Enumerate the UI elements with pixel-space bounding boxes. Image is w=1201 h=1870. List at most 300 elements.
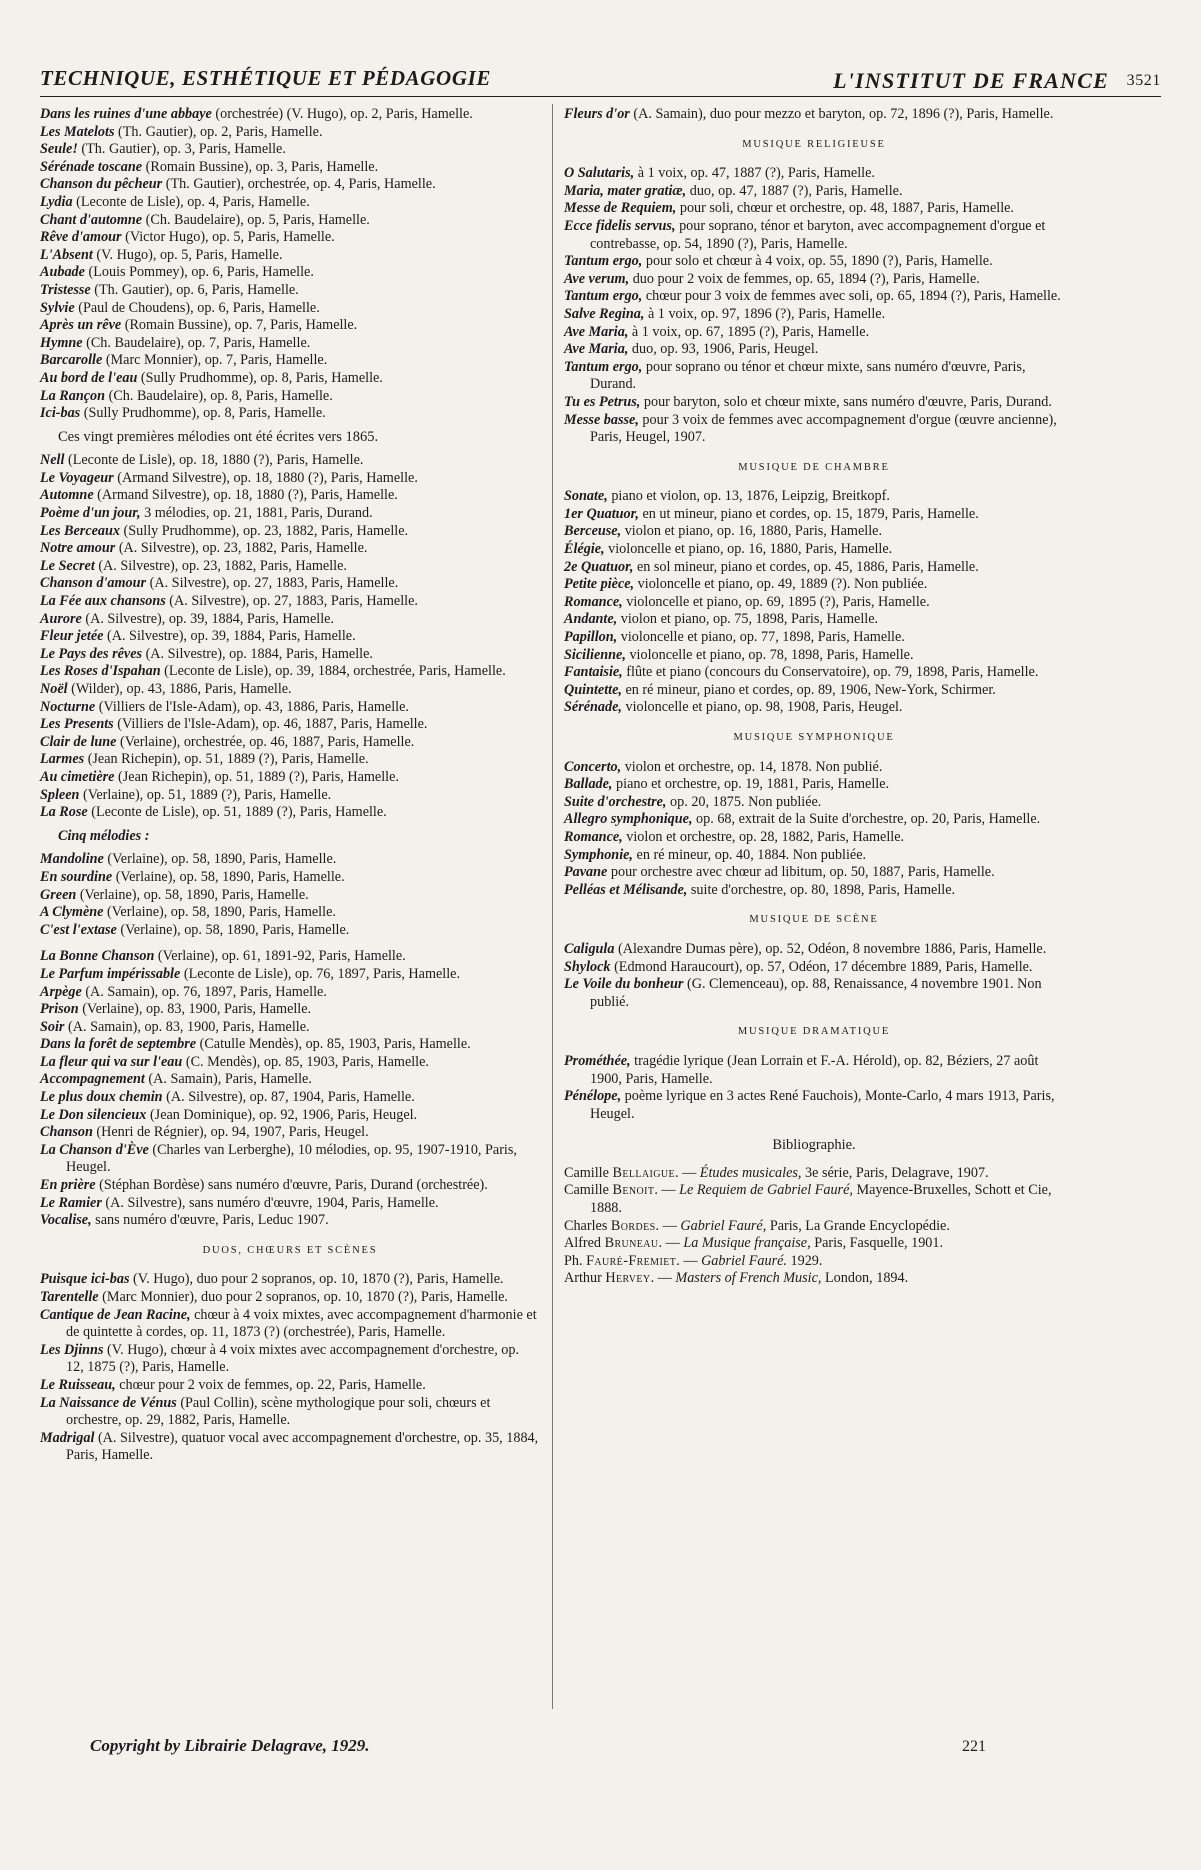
work-title: Clair de lune xyxy=(40,733,117,750)
work-title: Sonate, xyxy=(564,488,608,505)
work-title: En prière xyxy=(40,1177,96,1194)
work-title: Puisque ici-bas xyxy=(40,1271,130,1288)
author-first-name: Camille xyxy=(564,1164,613,1181)
work-details: (Armand Silvestre), op. 18, 1880 (?), Paris, Hamelle. xyxy=(93,487,398,504)
work-entry xyxy=(564,699,1064,717)
work-title: Les Matelots xyxy=(40,123,115,140)
work-details: à 1 voix, op. 47, 1887 (?), Paris, Hamelle. xyxy=(634,165,875,182)
work-entry xyxy=(40,663,540,681)
work-details: (Henri de Régnier), op. 94, 1907, Paris, Heugel. xyxy=(92,1124,369,1141)
work-entry xyxy=(564,341,1064,359)
work-details: (Leconte de Lisle), op. 4, Paris, Hamelle. xyxy=(72,193,310,210)
work-entry xyxy=(40,1036,540,1054)
work-entry xyxy=(564,611,1064,629)
work-details: violoncelle et piano, op. 78, 1898, Paris, Hamelle. xyxy=(625,646,914,663)
work-details: (A. Samain), op. 76, 1897, Paris, Hamelle. xyxy=(81,983,327,1000)
work-title: O Salutaris, xyxy=(564,165,635,182)
work-details: (Alexandre Dumas père), op. 52, Odéon, 8 novembre 1886, Paris, Hamelle. xyxy=(614,940,1047,957)
work-title: Le plus doux chemin xyxy=(40,1089,163,1106)
work-entry xyxy=(40,1019,540,1037)
work-entry xyxy=(564,647,1064,665)
work-title: Le Voyageur xyxy=(40,469,114,486)
header-right-title: L'INSTITUT DE FRANCE xyxy=(833,68,1109,93)
work-entry xyxy=(40,176,540,194)
work-entry xyxy=(40,452,540,470)
publication-details: 3e série, Paris, Delagrave, 1907. xyxy=(801,1164,989,1181)
work-title: Ballade, xyxy=(564,776,613,793)
publication-details: 1929. xyxy=(786,1252,823,1269)
author-last-name: Fauré-Fremiet xyxy=(586,1252,677,1269)
work-title: Sérénade, xyxy=(564,699,622,716)
work-entry xyxy=(40,1395,540,1430)
work-entry xyxy=(564,288,1064,306)
work-entry xyxy=(564,523,1064,541)
work-details: chœur pour 2 voix de femmes, op. 22, Paris, Hamelle. xyxy=(115,1376,426,1393)
work-details: (A. Silvestre), op. 39, 1884, Paris, Hamelle. xyxy=(81,610,334,627)
author-first-name: Charles xyxy=(564,1217,611,1234)
section-heading-symphonique: MUSIQUE SYMPHONIQUE xyxy=(733,732,895,743)
bibliographie-heading: Bibliographie. xyxy=(772,1137,856,1154)
work-entry xyxy=(40,229,540,247)
work-details: (G. Clemenceau), op. 88, Renaissance, 4 novembre 1901. Non publié. xyxy=(590,976,1042,1010)
work-entry xyxy=(40,804,540,822)
work-details: (Ch. Baudelaire), op. 8, Paris, Hamelle. xyxy=(105,387,333,404)
work-details: (Verlaine), op. 51, 1889 (?), Paris, Hamelle. xyxy=(79,786,332,803)
work-details: (A. Silvestre), op. 1884, Paris, Hamelle. xyxy=(142,645,373,662)
work-title: Les Djinns xyxy=(40,1341,104,1358)
work-title: Salve Regina, xyxy=(564,305,645,322)
work-title: Automne xyxy=(40,487,94,504)
work-details: (Victor Hugo), op. 5, Paris, Hamelle. xyxy=(121,229,335,246)
work-details: sans numéro d'œuvre, Paris, Leduc 1907. xyxy=(91,1212,329,1229)
work-title: Hymne xyxy=(40,334,83,351)
work-entry xyxy=(40,1054,540,1072)
work-details: chœur à 4 voix mixtes, avec accompagnement d'harmonie et de quintette à cordes, op. 11, 1873 (?) (orchestrée), Paris, Hamelle. xyxy=(66,1306,537,1341)
work-details: (A. Silvestre), op. 27, 1883, Paris, Hamelle. xyxy=(165,593,418,610)
work-details: violoncelle et piano, op. 69, 1895 (?), Paris, Hamelle. xyxy=(622,593,930,610)
separator: . — xyxy=(658,1235,684,1252)
section-heading-dramatique: MUSIQUE DRAMATIQUE xyxy=(737,1026,891,1038)
work-entry xyxy=(40,558,540,576)
work-details: violon et orchestre, op. 28, 1882, Paris, Hamelle. xyxy=(622,828,905,845)
header-page-number: 3521 xyxy=(1126,72,1161,89)
work-title: Concerto, xyxy=(564,758,622,775)
work-details: violoncelle et piano, op. 77, 1898, Paris, Hamelle. xyxy=(617,629,905,646)
work-details: (Leconte de Lisle), op. 39, 1884, orchestrée, Paris, Hamelle. xyxy=(160,663,506,680)
work-details: (A. Samain), Paris, Hamelle. xyxy=(144,1071,312,1088)
work-entry xyxy=(40,966,540,984)
work-details: pour soprano ou ténor et chœur mixte, sans numéro d'œuvre, Paris, Durand. xyxy=(590,358,1026,393)
work-title: Spleen xyxy=(40,786,80,803)
work-entry xyxy=(40,317,540,335)
work-entry xyxy=(40,370,540,388)
work-entry xyxy=(40,1124,540,1142)
work-title: Le Ramier xyxy=(40,1194,102,1211)
copyright-notice: Copyright by Librairie Delagrave, 1929. xyxy=(90,1736,370,1755)
work-entry xyxy=(40,405,540,423)
work-entry xyxy=(40,1195,540,1213)
work-details: (Sully Prudhomme), op. 8, Paris, Hamelle. xyxy=(80,405,326,422)
work-entry xyxy=(40,487,540,505)
work-details: (Sully Prudhomme), op. 8, Paris, Hamelle. xyxy=(137,369,383,386)
work-entry xyxy=(40,887,540,905)
work-title: La Musique française, xyxy=(683,1235,811,1252)
work-entry xyxy=(40,470,540,488)
work-details: en sol mineur, piano et cordes, op. 45, 1886, Paris, Hamelle. xyxy=(633,558,979,575)
work-entry xyxy=(40,904,540,922)
work-title: Au bord de l'eau xyxy=(40,369,138,386)
author-first-name: Arthur xyxy=(564,1270,606,1287)
work-details: (A. Silvestre), op. 27, 1883, Paris, Hamelle. xyxy=(146,575,399,592)
bibliography-entry xyxy=(564,1270,1064,1288)
work-entry xyxy=(564,682,1064,700)
work-entry xyxy=(564,847,1064,865)
work-title: Larmes xyxy=(40,751,85,768)
footer-page-number: 221 xyxy=(962,1738,986,1755)
work-title: Les Roses d'Ispahan xyxy=(40,663,161,680)
work-title: 1er Quatuor, xyxy=(564,505,639,522)
work-title: Aurore xyxy=(40,610,82,627)
work-entry xyxy=(40,282,540,300)
work-details: suite d'orchestre, op. 80, 1898, Paris, Hamelle. xyxy=(687,881,956,898)
work-entry xyxy=(564,218,1064,253)
work-title: La Bonne Chanson xyxy=(40,948,155,965)
work-details: violoncelle et piano, op. 98, 1908, Paris, Heugel. xyxy=(621,699,903,716)
work-details: (Paul Collin), scène mythologique pour soli, chœurs et orchestre, op. 29, 1882, Paris, Hamelle. xyxy=(66,1394,491,1429)
separator: . — xyxy=(655,1217,681,1234)
work-entry xyxy=(40,1107,540,1125)
column-divider xyxy=(552,104,553,1709)
work-entry xyxy=(40,1342,540,1377)
work-details: (A. Silvestre), op. 87, 1904, Paris, Hamelle. xyxy=(162,1089,415,1106)
work-details: (Stéphan Bordèse) sans numéro d'œuvre, Paris, Durand (orchestrée). xyxy=(95,1177,488,1194)
work-details: (Th. Gautier), orchestrée, op. 4, Paris, Hamelle. xyxy=(162,176,436,193)
author-last-name: Hervey xyxy=(605,1270,651,1287)
work-entry xyxy=(40,1289,540,1307)
work-entry xyxy=(40,1142,540,1177)
work-entry xyxy=(564,324,1064,342)
work-entry xyxy=(40,159,540,177)
work-title: Prométhée, xyxy=(564,1052,631,1069)
work-details: pour solo et chœur à 4 voix, op. 55, 1890 (?), Paris, Hamelle. xyxy=(642,253,993,270)
work-details: piano et violon, op. 13, 1876, Leipzig, Breitkopf. xyxy=(607,488,890,505)
work-title: Madrigal xyxy=(40,1429,95,1446)
work-title: Au cimetière xyxy=(40,768,115,785)
work-title: Gabriel Fauré. xyxy=(701,1252,787,1269)
work-title: Gabriel Fauré, xyxy=(680,1217,767,1234)
work-details: en ré mineur, op. 40, 1884. Non publiée. xyxy=(632,846,867,863)
work-entry xyxy=(564,941,1064,959)
work-entry xyxy=(564,488,1064,506)
work-entry xyxy=(40,247,540,265)
work-title: Arpège xyxy=(40,983,82,1000)
entries-group-symphonique xyxy=(564,759,1064,900)
work-details: (Romain Bussine), op. 3, Paris, Hamelle. xyxy=(142,158,379,175)
work-title: Chanson d'amour xyxy=(40,575,147,592)
work-details: violoncelle et piano, op. 16, 1880, Paris, Hamelle. xyxy=(604,541,893,558)
work-details: (Leconte de Lisle), op. 51, 1889 (?), Paris, Hamelle. xyxy=(87,804,387,821)
work-title: Dans la forêt de septembre xyxy=(40,1036,197,1053)
author-last-name: Benoit xyxy=(612,1182,655,1199)
work-entry xyxy=(40,1177,540,1195)
work-title: Fantaisie, xyxy=(564,664,623,681)
work-details: (Leconte de Lisle), op. 76, 1897, Paris, Hamelle. xyxy=(180,965,461,982)
work-entry xyxy=(40,922,540,940)
work-details: (Paul de Choudens), op. 6, Paris, Hamelle. xyxy=(74,299,320,316)
entries-group-d xyxy=(40,948,540,1230)
entries-group-chambre xyxy=(564,488,1064,717)
work-title: La Fée aux chansons xyxy=(40,593,166,610)
work-title: Papillon, xyxy=(564,629,618,646)
entries-group-fleurs xyxy=(564,106,1064,124)
work-title: Chanson du pêcheur xyxy=(40,176,163,193)
work-details: en ut mineur, piano et cordes, op. 15, 1879, Paris, Hamelle. xyxy=(638,505,979,522)
work-entry xyxy=(40,523,540,541)
work-title: Tarentelle xyxy=(40,1289,99,1305)
work-title: Prison xyxy=(40,1001,79,1018)
note-1865: Ces vingt premières mélodies ont été écrites vers 1865. xyxy=(58,428,379,445)
work-entry xyxy=(40,787,540,805)
work-details: (V. Hugo), chœur à 4 voix mixtes avec accompagnement d'orchestre, op. 12, 1875 (?), Paris, Hamelle. xyxy=(66,1341,520,1376)
work-title: Sérénade toscane xyxy=(40,158,143,175)
work-title: Caligula xyxy=(564,940,615,957)
entries-group-b xyxy=(40,452,540,821)
work-title: Les Berceaux xyxy=(40,522,120,539)
work-entry xyxy=(564,794,1064,812)
work-entry xyxy=(564,165,1064,183)
work-title: Les Presents xyxy=(40,716,114,733)
work-title: Pénélope, xyxy=(564,1088,622,1105)
work-entry xyxy=(40,194,540,212)
work-details: (Verlaine), orchestrée, op. 46, 1887, Paris, Hamelle. xyxy=(116,733,415,750)
work-entry xyxy=(564,271,1064,289)
work-details: (Charles van Lerberghe), 10 mélodies, op. 95, 1907-1910, Paris, Heugel. xyxy=(66,1141,517,1176)
work-details: (A. Silvestre), op. 23, 1882, Paris, Hamelle. xyxy=(115,540,368,557)
work-details: duo, op. 93, 1906, Paris, Heugel. xyxy=(628,341,819,358)
work-details: violoncelle et piano, op. 49, 1889 (?). Non publiée. xyxy=(634,576,928,593)
work-details: violon et piano, op. 16, 1880, Paris, Hamelle. xyxy=(621,523,882,540)
work-details: en ré mineur, piano et cordes, op. 89, 1906, New-York, Schirmer. xyxy=(621,681,996,698)
work-entry xyxy=(40,751,540,769)
work-entry xyxy=(564,976,1064,1011)
bibliography-entry xyxy=(564,1235,1064,1253)
work-entry xyxy=(40,769,540,787)
work-title: Allegro symphonique, xyxy=(564,811,693,828)
work-entry xyxy=(40,540,540,558)
work-title: Barcarolle xyxy=(40,352,103,369)
work-title: Quintette, xyxy=(564,681,622,698)
work-title: Green xyxy=(40,886,77,903)
work-details: flûte et piano (concours du Conservatoire), op. 79, 1898, Paris, Hamelle. xyxy=(622,664,1039,681)
work-entry xyxy=(40,1001,540,1019)
work-entry xyxy=(564,1053,1064,1088)
work-entry xyxy=(40,1071,540,1089)
work-title: Messe de Requiem, xyxy=(564,200,677,217)
work-details: (orchestrée) (V. Hugo), op. 2, Paris, Hamelle. xyxy=(211,106,473,122)
work-title: Après un rêve xyxy=(40,317,122,334)
work-entry xyxy=(564,412,1064,447)
bibliography-entry xyxy=(564,1182,1064,1217)
author-first-name: Ph. xyxy=(564,1252,587,1269)
work-entry xyxy=(564,394,1064,412)
work-details: (Th. Gautier), op. 2, Paris, Hamelle. xyxy=(114,123,323,140)
work-title: Le Parfum impérissable xyxy=(40,965,181,982)
work-entry xyxy=(40,948,540,966)
bibliography-entry xyxy=(564,1253,1064,1271)
work-title: Poème d'un jour, xyxy=(40,505,141,522)
work-title: Chanson xyxy=(40,1124,93,1141)
work-entry xyxy=(40,734,540,752)
author-last-name: Bordes xyxy=(610,1217,656,1234)
work-entry xyxy=(564,306,1064,324)
work-title: Notre amour xyxy=(40,540,116,557)
work-details: (A. Silvestre), op. 23, 1882, Paris, Hamelle. xyxy=(94,557,347,574)
work-details: à 1 voix, op. 67, 1895 (?), Paris, Hamelle. xyxy=(628,323,870,340)
work-details: (Jean Richepin), op. 51, 1889 (?), Paris, Hamelle. xyxy=(114,768,399,785)
work-details: (Sully Prudhomme), op. 23, 1882, Paris, Hamelle. xyxy=(120,522,409,539)
work-details: (Catulle Mendès), op. 85, 1903, Paris, Hamelle. xyxy=(196,1036,471,1053)
work-details: (Romain Bussine), op. 7, Paris, Hamelle. xyxy=(121,317,358,334)
publication-details: Paris, La Grande Encyclopédie. xyxy=(766,1217,950,1234)
work-title: Le Pays des rêves xyxy=(40,645,143,662)
work-title: Suite d'orchestre, xyxy=(564,793,667,810)
work-title: Élégie, xyxy=(564,541,605,558)
work-entry xyxy=(40,505,540,523)
work-title: Le Secret xyxy=(40,557,95,574)
left-column xyxy=(40,106,540,1465)
work-entry xyxy=(564,811,1064,829)
work-entry xyxy=(564,882,1064,900)
work-entry xyxy=(564,253,1064,271)
work-title: Vocalise, xyxy=(40,1212,92,1229)
work-title: L'Absent xyxy=(40,246,93,263)
work-details: (Marc Monnier), duo pour 2 sopranos, op. 10, 1870 (?), Paris, Hamelle. xyxy=(98,1289,508,1305)
work-details: (Verlaine), op. 83, 1900, Paris, Hamelle. xyxy=(78,1001,312,1018)
running-header xyxy=(40,64,1161,97)
work-title: Nell xyxy=(40,452,65,469)
work-entry xyxy=(40,1430,540,1465)
work-details: (Ch. Baudelaire), op. 5, Paris, Hamelle. xyxy=(142,211,370,228)
work-details: (A. Silvestre), quatuor vocal avec accompagnement d'orchestre, op. 35, 1884, Paris, Hamelle. xyxy=(66,1429,539,1464)
work-title: Cantique de Jean Racine, xyxy=(40,1306,191,1323)
work-title: Messe basse, xyxy=(564,411,639,428)
work-details: duo, op. 47, 1887 (?), Paris, Hamelle. xyxy=(686,182,903,199)
work-entry xyxy=(40,352,540,370)
work-details: violon et piano, op. 75, 1898, Paris, Hamelle. xyxy=(617,611,879,628)
work-title: Études musicales, xyxy=(699,1164,802,1181)
bibliography-list xyxy=(564,1165,1064,1288)
work-entry xyxy=(564,200,1064,218)
author-last-name: Bellaigue xyxy=(612,1164,675,1181)
work-entry xyxy=(40,646,540,664)
work-entry xyxy=(40,388,540,406)
section-heading-religieuse: MUSIQUE RELIGIEUSE xyxy=(742,138,886,150)
work-details: (Verlaine), op. 58, 1890, Paris, Hamelle. xyxy=(76,886,309,903)
work-details: (A. Samain), duo pour mezzo et baryton, op. 72, 1896 (?), Paris, Hamelle. xyxy=(629,106,1054,122)
work-details: (Armand Silvestre), op. 18, 1880 (?), Paris, Hamelle. xyxy=(113,469,418,486)
work-details: pour baryton, solo et chœur mixte, sans numéro d'œuvre, Paris, Durand. xyxy=(640,393,1052,410)
work-title: Fleurs d'or xyxy=(564,106,630,122)
work-entry xyxy=(40,611,540,629)
work-title: Seule! xyxy=(40,141,78,158)
work-details: (Th. Gautier), op. 3, Paris, Hamelle. xyxy=(77,141,286,158)
work-details: op. 20, 1875. Non publiée. xyxy=(666,793,822,810)
work-entry xyxy=(564,959,1064,977)
work-entry xyxy=(40,1271,540,1289)
work-title: Nocturne xyxy=(40,698,96,715)
work-entry xyxy=(40,869,540,887)
work-entry xyxy=(40,699,540,717)
section-heading-chambre: MUSIQUE DE CHAMBRE xyxy=(738,461,890,473)
work-details: (Marc Monnier), op. 7, Paris, Hamelle. xyxy=(102,352,328,369)
work-title: Tantum ergo, xyxy=(564,358,643,375)
work-entry xyxy=(40,300,540,318)
work-entry xyxy=(564,559,1064,577)
work-entry xyxy=(564,829,1064,847)
work-entry xyxy=(40,593,540,611)
work-title: Dans les ruines d'une abbaye xyxy=(40,106,212,122)
work-entry xyxy=(40,124,540,142)
entries-group-religieuse xyxy=(564,165,1064,447)
work-details: (Edmond Haraucourt), op. 57, Odéon, 17 décembre 1889, Paris, Hamelle. xyxy=(610,958,1033,975)
work-entry xyxy=(564,664,1064,682)
work-details: violon et orchestre, op. 14, 1878. Non publié. xyxy=(621,758,883,775)
work-details: (Verlaine), op. 58, 1890, Paris, Hamelle. xyxy=(103,851,337,868)
work-entry xyxy=(564,594,1064,612)
work-entry xyxy=(564,541,1064,559)
work-details: (V. Hugo), duo pour 2 sopranos, op. 10, 1870 (?), Paris, Hamelle. xyxy=(129,1271,504,1288)
work-entry xyxy=(564,506,1064,524)
work-entry xyxy=(564,759,1064,777)
work-title: Lydia xyxy=(40,193,73,210)
work-title: Shylock xyxy=(564,958,611,975)
entries-group-e xyxy=(40,1271,540,1465)
work-entry xyxy=(40,628,540,646)
work-details: pour soprano, ténor et baryton, avec accompagnement d'orgue et contrebasse, op. 54, 1890 (?), Paris, Hamelle. xyxy=(590,217,1046,252)
separator: . — xyxy=(654,1182,680,1199)
work-title: Tantum ergo, xyxy=(564,288,643,305)
work-entry xyxy=(40,984,540,1002)
work-title: Noël xyxy=(40,681,68,697)
work-title: A Clymène xyxy=(40,904,104,921)
work-title: Le Requiem de Gabriel Fauré, xyxy=(679,1182,853,1199)
work-details: (Verlaine), op. 58, 1890, Paris, Hamelle. xyxy=(112,868,345,885)
work-entry xyxy=(564,776,1064,794)
work-title: Fleur jetée xyxy=(40,628,104,645)
publication-details: Mayence-Bruxelles, Schott et Cie, 1888. xyxy=(590,1182,1052,1217)
publication-details: London, 1894. xyxy=(821,1270,909,1287)
right-column xyxy=(564,106,1064,1288)
separator: . — xyxy=(676,1252,702,1269)
work-title: Masters of French Music, xyxy=(675,1270,822,1287)
work-details: (Jean Dominique), op. 92, 1906, Paris, Heugel. xyxy=(146,1106,418,1123)
work-title: Rêve d'amour xyxy=(40,229,122,246)
work-title: Aubade xyxy=(40,264,85,281)
work-details: (C. Mendès), op. 85, 1903, Paris, Hamelle. xyxy=(182,1053,429,1070)
work-title: Le Ruisseau, xyxy=(40,1376,116,1393)
work-title: Symphonie, xyxy=(564,846,633,863)
work-title: Accompagnement xyxy=(40,1071,145,1088)
work-title: 2e Quatuor, xyxy=(564,558,634,575)
work-entry xyxy=(40,264,540,282)
work-entry xyxy=(564,359,1064,394)
work-details: (A. Samain), op. 83, 1900, Paris, Hamelle. xyxy=(64,1018,310,1035)
work-details: duo pour 2 voix de femmes, op. 65, 1894 (?), Paris, Hamelle. xyxy=(629,270,980,287)
work-title: Andante, xyxy=(564,611,618,628)
work-entry xyxy=(564,576,1064,594)
work-details: (Verlaine), op. 58, 1890, Paris, Hamelle. xyxy=(116,921,350,938)
work-details: (Louis Pommey), op. 6, Paris, Hamelle. xyxy=(84,264,314,281)
